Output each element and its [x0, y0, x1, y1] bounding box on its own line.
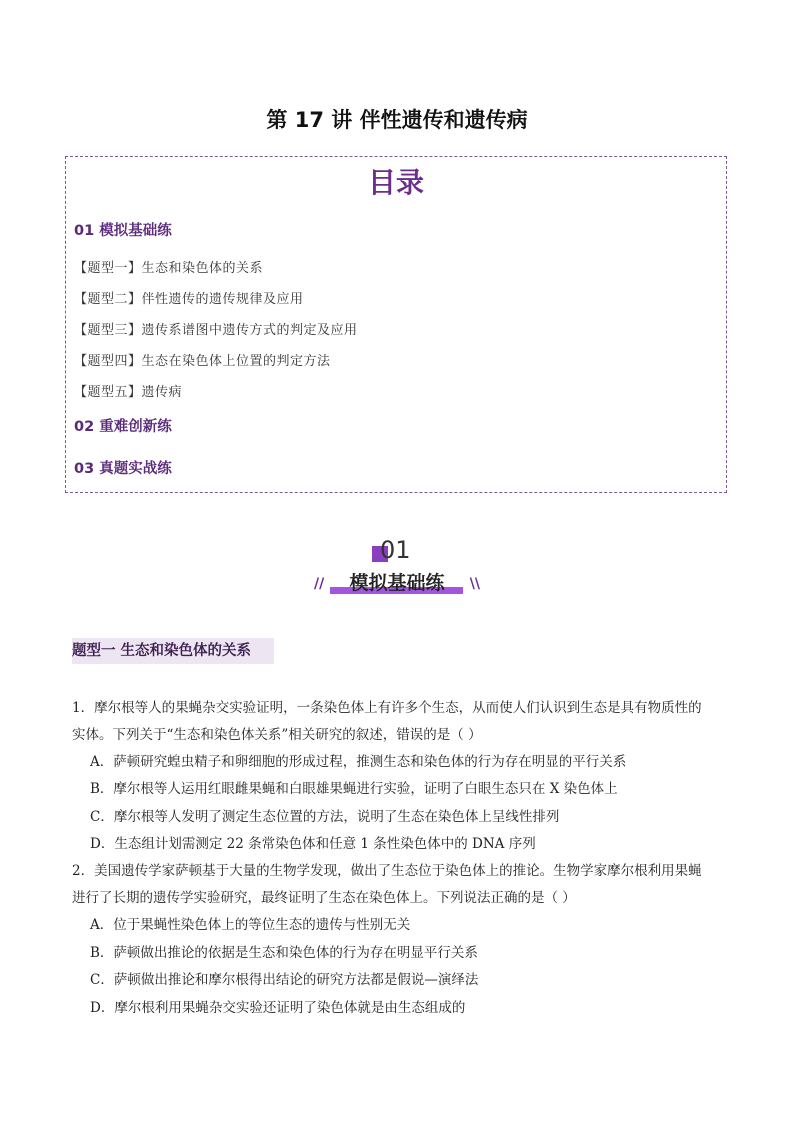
toc-section-2[interactable]: 02 重难创新练 [74, 419, 172, 435]
toc-section-3[interactable]: 03 真题实战练 [74, 461, 172, 477]
toc-section-1[interactable]: 01 模拟基础练 [74, 223, 172, 239]
section-banner [314, 568, 480, 598]
toc-item-type-3[interactable]: 【题型三】遗传系谱图中遗传方式的判定及应用 [74, 323, 358, 338]
toc-item-type-5[interactable]: 【题型五】遗传病 [74, 385, 183, 400]
question-type-heading: 题型一 生态和染色体的关系 [72, 638, 274, 664]
page-title: 第 17 讲 伴性遗传和遗传病 [266, 108, 528, 132]
section-title: 模拟基础练 [349, 572, 445, 594]
section-number-badge [372, 536, 432, 566]
toc-item-type-2[interactable]: 【题型二】伴性遗传的遗传规律及应用 [74, 292, 304, 307]
question-2-option-a[interactable]: A．位于果蝇性染色体上的等位生态的遗传与性别无关 [90, 917, 411, 933]
section-number: 01 [380, 536, 411, 564]
right-slash-decoration: \\ [469, 576, 480, 592]
question-1-option-b[interactable]: B．摩尔根等人运用红眼雌果蝇和白眼雄果蝇进行实验，证明了白眼生态只在 X 染色体上 [90, 781, 618, 797]
question-2-stem-line-2: 进行了长期的遗传学实验研究，最终证明了生态在染色体上。下列说法正确的是（ ） [72, 890, 576, 906]
toc-item-type-1[interactable]: 【题型一】生态和染色体的关系 [74, 261, 264, 276]
toc-heading: 目录 [367, 166, 424, 199]
question-2-option-d[interactable]: D．摩尔根利用果蝇杂交实验还证明了染色体就是由生态组成的 [90, 1000, 466, 1016]
toc-item-type-4[interactable]: 【题型四】生态在染色体上位置的判定方法 [74, 354, 331, 369]
table-of-contents [65, 156, 727, 493]
question-1-stem-line-1: 1．摩尔根等人的果蝇杂交实验证明，一条染色体上有许多个生态，从而使人们认识到生态是具有物质性的 [72, 700, 702, 716]
question-2-option-b[interactable]: B．萨顿做出推论的依据是生态和染色体的行为存在明显平行关系 [90, 945, 478, 961]
question-2-stem-line-1: 2．美国遗传学家萨顿基于大量的生物学发现，做出了生态位于染色体上的推论。生物学家摩尔根利用果蝇 [72, 863, 702, 879]
question-1-option-c[interactable]: C．摩尔根等人发明了测定生态位置的方法，说明了生态在染色体上呈线性排列 [90, 809, 560, 825]
question-1-stem-line-2: 实体。下列关于“生态和染色体关系”相关研究的叙述，错误的是（ ） [72, 727, 482, 743]
question-1-option-a[interactable]: A．萨顿研究蝗虫精子和卵细胞的形成过程，推测生态和染色体的行为存在明显的平行关系 [90, 754, 627, 770]
left-slash-decoration: // [314, 576, 325, 592]
question-2-option-c[interactable]: C．萨顿做出推论和摩尔根得出结论的研究方法都是假说—演绎法 [90, 972, 479, 988]
question-1-option-d[interactable]: D．生态组计划需测定 22 条常染色体和任意 1 条性染色体中的 DNA 序列 [90, 836, 536, 852]
